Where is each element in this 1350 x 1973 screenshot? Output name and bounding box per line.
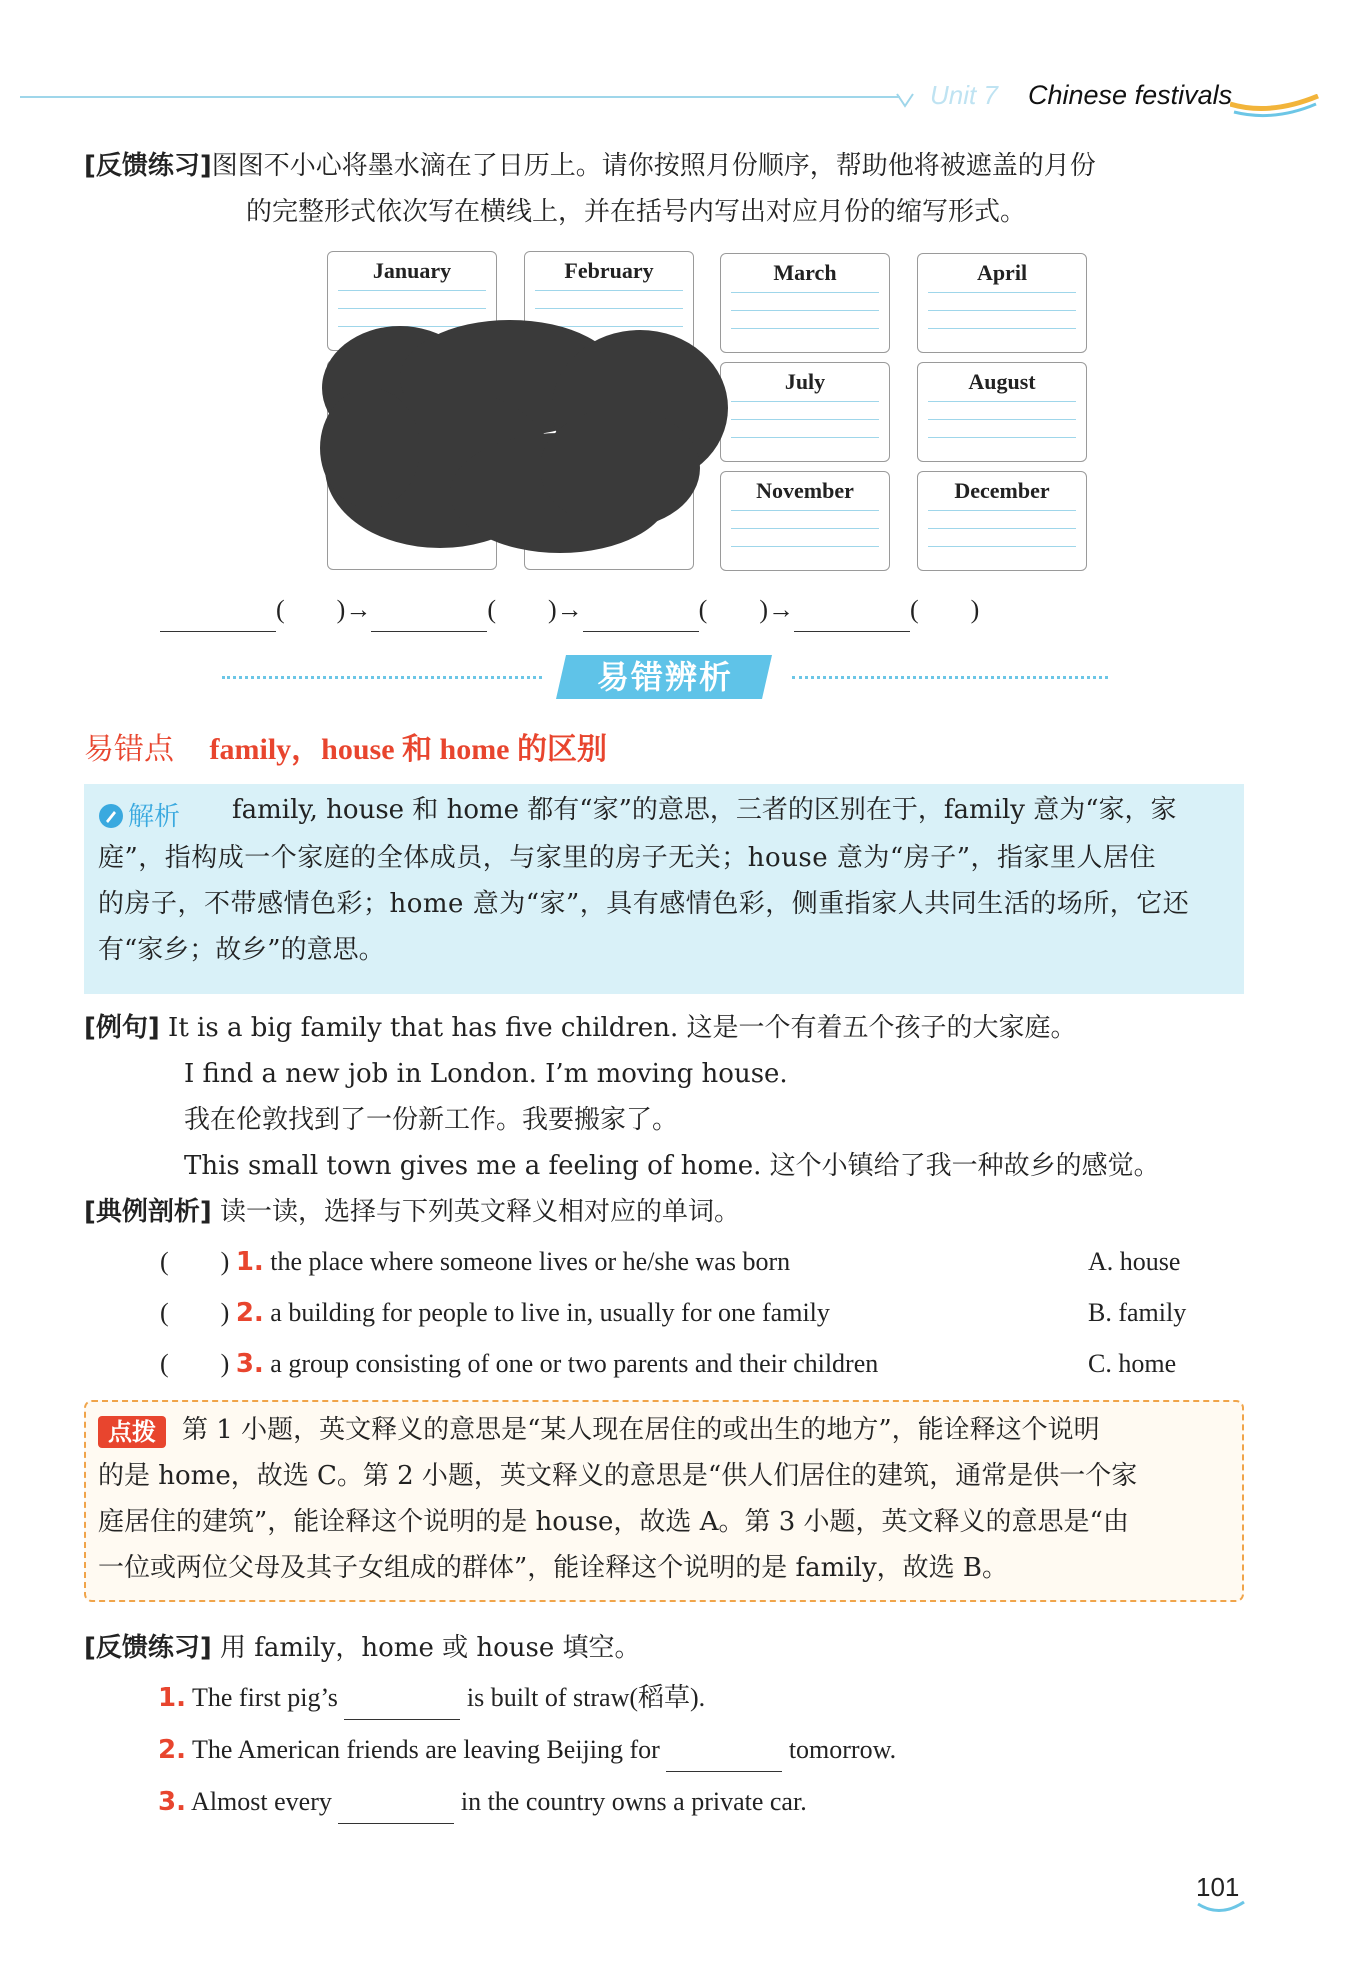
item-text: in the country owns a private car.	[460, 1787, 807, 1816]
pencil-icon	[98, 803, 124, 829]
month-label: March	[773, 260, 837, 285]
error-point-label: 易错点	[84, 732, 174, 767]
item-text: Almost every	[191, 1787, 332, 1816]
section-dots-right	[792, 676, 1108, 679]
feedback2-instruction: 用 family，home 或 house 填空。	[220, 1633, 641, 1663]
calendar-card-july	[720, 362, 890, 462]
arrow: →	[556, 595, 583, 624]
calendar-card-august	[917, 362, 1087, 462]
analysis-line: 有“家乡；故乡”的意思。	[98, 935, 385, 965]
example-tag: [例句]	[84, 1013, 160, 1043]
fill-item-1	[158, 1676, 705, 1720]
analysis-label: 解析	[128, 802, 181, 832]
analysis-box	[84, 784, 1244, 994]
month-label: November	[756, 478, 854, 503]
section-title: 易错辨析	[596, 658, 733, 696]
item-text: tomorrow.	[788, 1735, 897, 1764]
month-answer-row	[160, 588, 1260, 632]
answer-blank[interactable]	[160, 601, 276, 632]
month-label: February	[564, 258, 654, 283]
answer-blank[interactable]	[794, 601, 910, 632]
page-number: 101	[1196, 1872, 1240, 1902]
item-text: a building for people to live in, usually for one family	[270, 1298, 830, 1327]
feedback1-tag: [反馈练习]	[84, 151, 212, 181]
example-sentence: I find a new job in London. I’m moving house.	[184, 1059, 788, 1089]
tip-line: 第 1 小题，英文释义的意思是“某人现在居住的或出生的地方”，能诠释这个说明	[182, 1415, 1100, 1445]
check-icon	[895, 88, 925, 110]
typical-instruction: 读一读，选择与下列英文释义相对应的单词。	[220, 1197, 741, 1227]
tip-line: 一位或两位父母及其子女组成的群体”，能诠释这个说明的是 family，故选 B。	[98, 1553, 1009, 1583]
fill-item-2	[158, 1728, 896, 1772]
analysis-line: family, house 和 home 都有“家”的意思，三者的区别在于，family 意为“家，家	[232, 795, 1177, 825]
tip-line: 的是 home，故选 C。第 2 小题，英文释义的意思是“供人们居住的建筑，通常是供一个家	[98, 1461, 1138, 1491]
typical-item	[160, 1291, 1250, 1335]
answer-paren[interactable]: ( )	[160, 1298, 230, 1327]
paren-blank[interactable]: ( )	[698, 595, 768, 624]
option-b: B. family	[1088, 1298, 1187, 1327]
paren-blank[interactable]: ( )	[487, 595, 557, 624]
example-row-1	[84, 1006, 1077, 1050]
header-rule	[20, 96, 900, 98]
calendar-card-april	[917, 253, 1087, 353]
month-label: January	[372, 258, 452, 283]
item-number: 2.	[158, 1735, 186, 1765]
typical-item	[160, 1342, 1250, 1386]
example-sentence: This small town gives me a feeling of home. 这个小镇给了我一种故乡的感觉。	[184, 1151, 1160, 1181]
item-text: The first pig’s	[192, 1683, 338, 1712]
error-point-heading	[84, 724, 607, 768]
month-label: December	[954, 478, 1050, 503]
fill-blank[interactable]	[666, 1741, 782, 1772]
section-banner	[556, 653, 774, 701]
answer-paren[interactable]: ( )	[160, 1247, 230, 1276]
analysis-label-row	[98, 796, 180, 833]
typical-tag: [典例剖析]	[84, 1197, 212, 1227]
item-number: 3.	[158, 1787, 186, 1817]
month-label: April	[976, 260, 1028, 285]
item-number: 1.	[158, 1683, 186, 1713]
answer-blank[interactable]	[583, 601, 699, 632]
month-label: July	[784, 369, 826, 394]
item-text: a group consisting of one or two parents and their children	[270, 1349, 879, 1378]
answer-paren[interactable]: ( )	[160, 1349, 230, 1378]
option-a: A. house	[1088, 1247, 1181, 1276]
item-number: 2.	[235, 1298, 264, 1328]
typical-item	[160, 1240, 1250, 1284]
option-c: C. home	[1088, 1349, 1177, 1378]
feedback1-line2: 的完整形式依次写在横线上，并在括号内写出对应月份的缩写形式。	[246, 197, 1027, 227]
item-number: 1.	[235, 1247, 264, 1277]
feedback2-heading	[84, 1626, 641, 1670]
fill-item-3	[158, 1780, 807, 1824]
fill-blank[interactable]	[344, 1689, 460, 1720]
item-text: the place where someone lives or he/she was born	[270, 1247, 791, 1276]
swoosh-decoration	[1230, 94, 1320, 124]
calendar-card-march	[720, 253, 890, 353]
tip-line: 庭居住的建筑”，能诠释这个说明的是 house，故选 A。第 3 小题，英文释义的意思是“由	[98, 1507, 1129, 1537]
arrow: →	[767, 595, 794, 624]
tip-box	[84, 1400, 1244, 1602]
fill-blank[interactable]	[338, 1793, 454, 1824]
section-dots-left	[222, 676, 542, 679]
tip-label: 点拨	[98, 1416, 166, 1448]
ink-blot	[320, 318, 730, 558]
unit-title: Chinese festivals	[1028, 80, 1233, 110]
unit-label: Unit 7	[930, 80, 998, 110]
item-text: The American friends are leaving Beijing for	[192, 1735, 660, 1764]
month-label: August	[968, 369, 1036, 394]
item-text: is built of straw(稻草).	[466, 1683, 706, 1712]
arrow: →	[345, 595, 372, 624]
calendar-card-december	[917, 471, 1087, 571]
analysis-line: 庭”，指构成一个家庭的全体成员，与家里的房子无关；house 意为“房子”，指家里人居住	[98, 843, 1157, 873]
item-number: 3.	[235, 1349, 264, 1379]
page-swoosh-decoration	[1196, 1900, 1246, 1920]
example-sentence: It is a big family that has five children. 这是一个有着五个孩子的大家庭。	[168, 1013, 1077, 1043]
calendar-card-november	[720, 471, 890, 571]
feedback2-tag: [反馈练习]	[84, 1633, 212, 1663]
typical-heading	[84, 1190, 740, 1234]
feedback1-line1: 图图不小心将墨水滴在了日历上。请你按照月份顺序，帮助他将被遮盖的月份	[211, 151, 1096, 181]
answer-blank[interactable]	[371, 601, 487, 632]
feedback1-instruction	[84, 144, 1264, 188]
example-sentence: 我在伦敦找到了一份新工作。我要搬家了。	[184, 1105, 679, 1135]
paren-blank[interactable]: ( )	[276, 595, 346, 624]
analysis-line: 的房子，不带感情色彩；home 意为“家”，具有感情色彩，侧重指家人共同生活的场所，它还	[98, 889, 1190, 919]
paren-blank[interactable]: ( )	[909, 595, 980, 624]
error-point-title: family，house 和 home 的区别	[209, 733, 607, 766]
